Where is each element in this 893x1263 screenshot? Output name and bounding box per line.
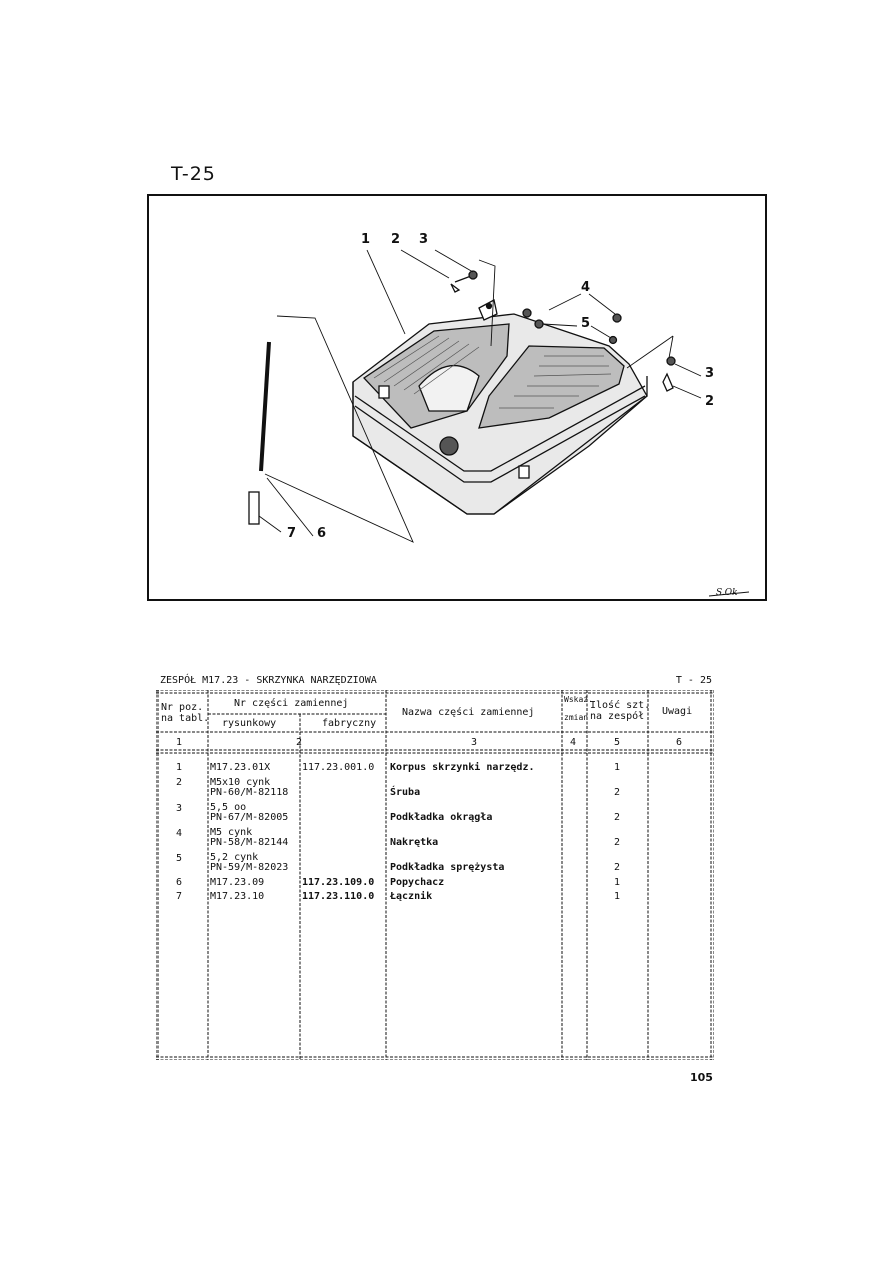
row-3-qty: 2 xyxy=(614,812,621,823)
callout-4: 4 xyxy=(581,280,591,295)
header-factory-number: fabryczny xyxy=(322,718,377,729)
row-3-name: Podkładka okrągła xyxy=(390,812,493,823)
header-change-line2: zmian xyxy=(564,713,589,722)
row-1-drawing: M17.23.01X xyxy=(210,762,271,773)
plate-reference: T - 25 xyxy=(675,675,712,686)
row-6-name: Popychacz xyxy=(390,877,445,888)
header-part-number: Nr części zamiennej xyxy=(234,698,349,709)
row-6-qty: 1 xyxy=(614,877,621,888)
column-number-1: 1 xyxy=(176,737,183,748)
row-2-pos: 2 xyxy=(176,777,183,788)
row-6-factory: 117.23.109.0 xyxy=(302,877,375,888)
column-number-3: 3 xyxy=(471,737,478,748)
row-4-name: Nakrętka xyxy=(390,837,439,848)
row-5-qty: 2 xyxy=(614,862,621,873)
row-2-drawing-line1: M5x10 cynk xyxy=(210,777,271,788)
header-qty-line2: na zespół xyxy=(590,711,645,722)
header-drawing-number: rysunkowy xyxy=(222,718,277,729)
column-number-5: 5 xyxy=(614,737,621,748)
row-5-drawing-line1: 5,2 cynk xyxy=(210,852,259,863)
callout-3: 3 xyxy=(419,232,429,247)
row-1-name: Korpus skrzynki narzędz. xyxy=(390,762,535,773)
row-7-factory: 117.23.110.0 xyxy=(302,891,375,902)
row-6-drawing: M17.23.09 xyxy=(210,877,265,888)
row-3-drawing-line1: 5,5 oo xyxy=(210,802,247,813)
row-7-qty: 1 xyxy=(614,891,621,902)
table-grid xyxy=(156,690,714,1060)
callout-6: 6 xyxy=(317,526,327,541)
header-pos-line1: Nr poz. xyxy=(161,702,204,713)
row-2-name: Śruba xyxy=(390,787,421,798)
row-2-qty: 2 xyxy=(614,787,621,798)
row-7-name: Łącznik xyxy=(390,891,433,902)
exploded-view-figure xyxy=(147,194,767,601)
row-5-pos: 5 xyxy=(176,853,183,864)
row-3-drawing-line2: PN-67/M-82005 xyxy=(210,812,289,823)
parts-table xyxy=(156,690,714,1060)
header-part-name: Nazwa części zamiennej xyxy=(402,707,535,718)
assembly-title: ZESPÓŁ M17.23 - SKRZYNKA NARZĘDZIOWA xyxy=(160,675,377,686)
plate-title: T-25 xyxy=(171,163,216,185)
column-number-6: 6 xyxy=(676,737,683,748)
callout-2: 2 xyxy=(391,232,401,247)
row-5-name: Podkładka sprężysta xyxy=(390,862,505,873)
row-7-pos: 7 xyxy=(176,891,183,902)
header-qty-line1: Ilość szt. xyxy=(590,700,651,711)
row-3-pos: 3 xyxy=(176,803,183,814)
header-pos-line2: na tabl. xyxy=(161,713,210,724)
row-7-drawing: M17.23.10 xyxy=(210,891,265,902)
callout-5: 5 xyxy=(581,316,591,331)
header-notes: Uwagi xyxy=(662,706,693,717)
draftsman-signature: S.Ok xyxy=(716,588,738,598)
row-1-factory: 117.23.001.0 xyxy=(302,762,375,773)
row-4-qty: 2 xyxy=(614,837,621,848)
row-4-pos: 4 xyxy=(176,828,183,839)
callout-2-right: 2 xyxy=(705,394,715,409)
callout-7: 7 xyxy=(287,526,297,541)
column-number-4: 4 xyxy=(570,737,577,748)
callout-1: 1 xyxy=(361,232,371,247)
column-number-2: 2 xyxy=(296,737,303,748)
row-1-pos: 1 xyxy=(176,762,183,773)
row-2-drawing-line2: PN-60/M-82118 xyxy=(210,787,289,798)
row-1-qty: 1 xyxy=(614,762,621,773)
callout-3-right: 3 xyxy=(705,366,715,381)
row-5-drawing-line2: PN-59/M-82023 xyxy=(210,862,289,873)
toolbox-drawing xyxy=(149,196,765,599)
row-6-pos: 6 xyxy=(176,877,183,888)
row-4-drawing-line1: M5 cynk xyxy=(210,827,253,838)
page-number: 105 xyxy=(690,1071,713,1084)
row-4-drawing-line2: PN-58/M-82144 xyxy=(210,837,289,848)
header-change-line1: Wskaź. xyxy=(564,695,593,704)
